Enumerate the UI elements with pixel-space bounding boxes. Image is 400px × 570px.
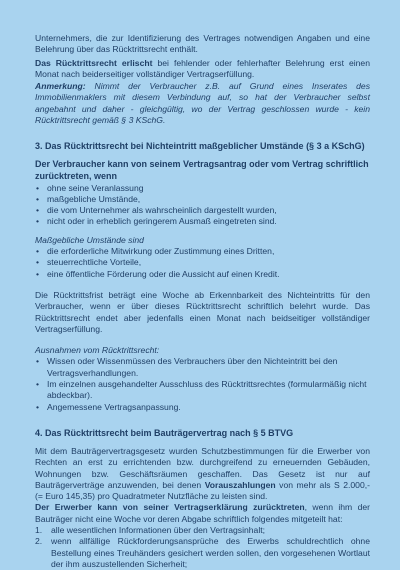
- section-4-intro-text-a: Mit dem Bauträgervertragsgesetz wurden Schutzbestimmungen für die Erwerber von Rechten an erst zu errichtenden bzw. durchgreifend zu erneuernden Gebäuden, Wohnungen bzw. Geschäftsräumen geschaffen. Das Gesetz ist nur auf Bauträgerverträge anzuwenden, bei denen: [35, 445, 370, 490]
- section-3-conditions-list: [35, 183, 370, 228]
- section-3-circumstances-list: [35, 246, 370, 280]
- list-item: • die erforderliche Mitwirkung oder Zustimmung eines Dritten,: [35, 246, 370, 257]
- list-item: • die vom Unternehmer als wahrscheinlich dargestellt wurden,: [35, 205, 370, 216]
- section-4-intro-paragraph: [35, 446, 370, 502]
- withdrawal-bold: Der Erwerber kann von seiner Vertragserklärung zurücktreten: [35, 502, 305, 513]
- section-4-withdrawal-paragraph: [35, 502, 370, 525]
- list-item: • eine öffentliche Förderung oder die Aussicht auf einen Kredit.: [35, 269, 370, 280]
- list-item: • steuerrechtliche Vorteile,: [35, 257, 370, 268]
- list-number: 1.: [35, 524, 43, 535]
- list-item: • nicht oder in erheblich geringerem Ausmaß eingetreten sind.: [35, 216, 370, 227]
- note-paragraph: [35, 81, 370, 126]
- section-3-exceptions-list: [35, 356, 370, 412]
- prepayments-bold: Vorauszahlungen: [204, 479, 276, 490]
- extinction-text: bei fehlender oder fehlerhafter Belehrung erst einen Monat nach beiderseitiger vollständiger Vertragserfüllung.: [35, 57, 370, 79]
- intro-paragraph: Unternehmers, die zur Identifizierung des Vertrages notwendigen Angaben und eine Belehrung über das Rücktrittsrecht enthält.: [35, 33, 370, 55]
- list-item: • ohne seine Veranlassung: [35, 183, 370, 194]
- list-item: • Angemessene Vertragsanpassung.: [35, 402, 370, 413]
- list-item: [35, 536, 370, 570]
- list-item: • Wissen oder Wissenmüssen des Verbrauchers über den Nichteintritt bei den Vertragsverhandlungen.: [35, 356, 370, 379]
- list-item: [35, 525, 370, 536]
- section-3-heading: 3. Das Rücktrittsrecht bei Nichteintritt maßgeblicher Umstände (§ 3 a KSchG): [35, 141, 365, 152]
- section-3-lead: Der Verbraucher kann von seinem Vertragsantrag oder vom Vertrag schriftlich zurücktreten, wenn: [35, 159, 369, 181]
- section-4-requirements-list: [35, 525, 370, 570]
- section-4-heading: 4. Das Rücktrittsrecht beim Bauträgervertrag nach § 5 BTVG: [35, 427, 294, 438]
- section-3-exceptions-heading: Ausnahmen vom Rücktrittsrecht:: [35, 345, 160, 356]
- section-4-intro-text-b: von mehr als S 2.000,- (= Euro 145,35) pro Quadratmeter Nutzfläche zu leisten sind.: [35, 479, 370, 502]
- extinction-bold: Das Rücktrittsrecht erlischt: [35, 57, 153, 68]
- section-3-deadline-paragraph: Die Rücktrittsfrist beträgt eine Woche ab Erkennbarkeit des Nichteintritts für den Verbraucher, wenn er über dieses Rücktrittsrecht schriftlich belehrt wurde. Das Rücktrittsrecht endet aber jedenfalls einen Monat nach beidseitiger vollständiger Vertragserfüllung.: [35, 289, 370, 334]
- section-3-subheading: Maßgebliche Umstände sind: [35, 234, 144, 245]
- list-item-text: wenn allfällige Rückforderungsansprüche des Erwerbs schuldrechtlich ohne Bestellung eines Treuhänders gesichert werden sollen, den vorgesehenen Wortlaut der ihm auszustellenden Sicherheit;: [51, 536, 370, 569]
- list-item: • Im einzelnen ausgehandelter Ausschluss des Rücktrittsrechtes (formularmäßig nicht abdeckbar).: [35, 379, 370, 402]
- note-text: Nimmt der Verbraucher z.B. auf Grund eines Inserates des Immobilienmaklers mit diesem Verbindung auf, so hat der Verbraucher selbst angebahnt und daher - gleichgültig, wo der Vertrag geschlossen wurde - kein Rücktrittsrecht gemäß § 3 KSchG.: [35, 81, 370, 126]
- list-item-text: alle wesentlichen Informationen über den Vertragsinhalt;: [51, 524, 266, 535]
- extinction-paragraph: [35, 58, 370, 81]
- list-item: • maßgebliche Umstände,: [35, 194, 370, 205]
- list-number: 2.: [35, 536, 43, 547]
- withdrawal-text: , wenn ihm der Bauträger nicht eine Woche vor deren Abgabe schriftlich folgendes mitgeteilt hat:: [35, 502, 370, 524]
- note-label: Anmerkung:: [35, 81, 86, 92]
